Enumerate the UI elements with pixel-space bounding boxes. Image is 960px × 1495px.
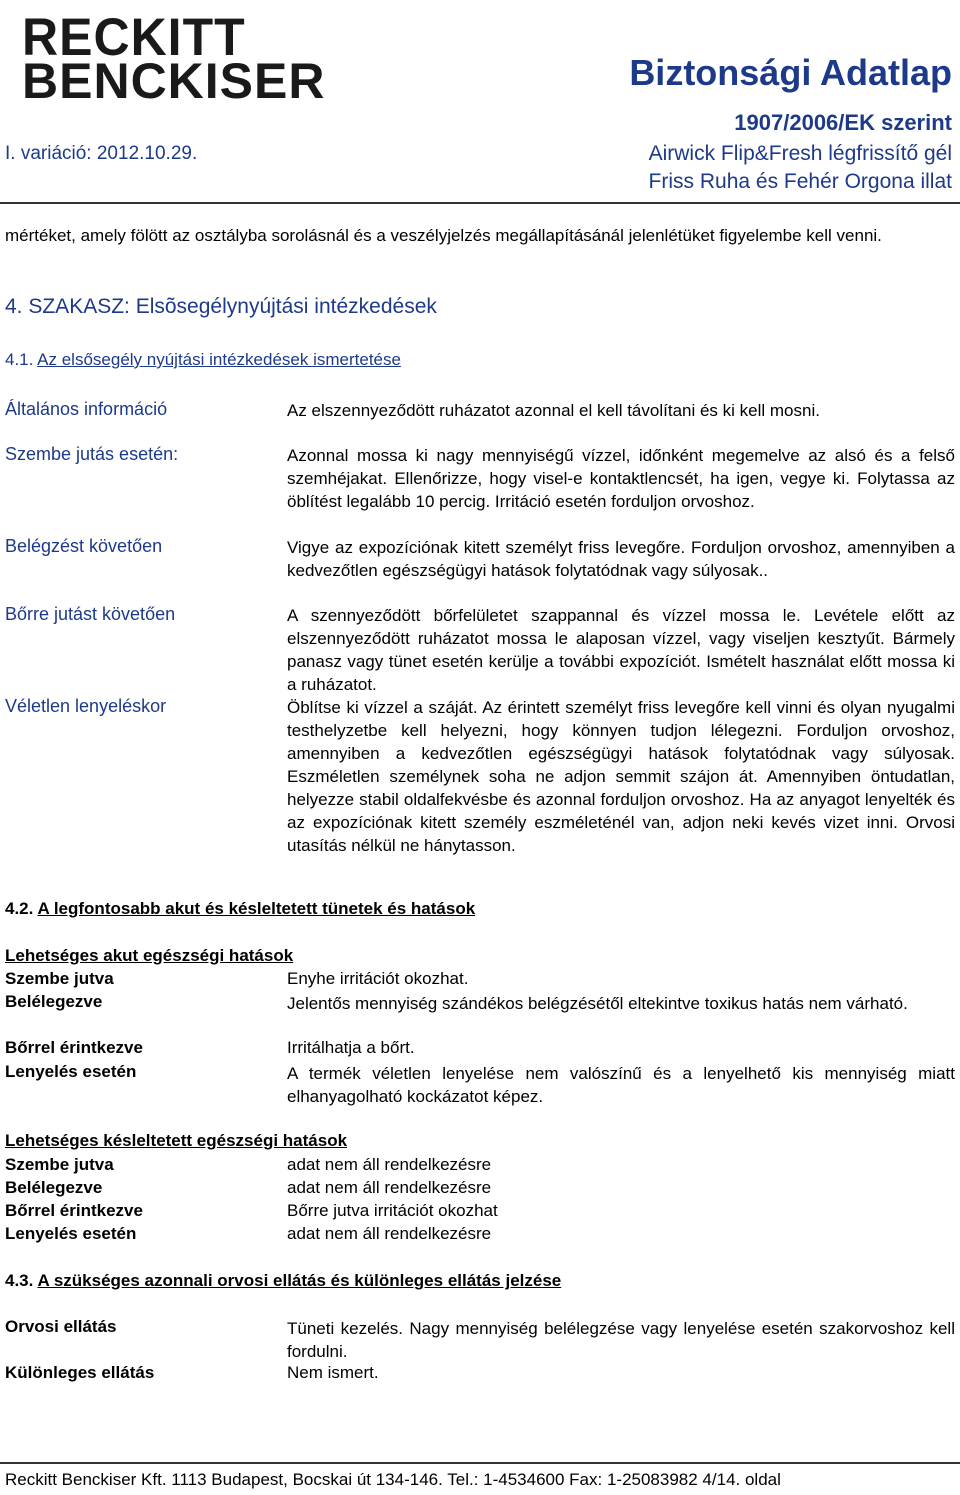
subsection-number: 4.3. — [5, 1271, 34, 1290]
version-date: I. variáció: 2012.10.29. — [5, 143, 198, 164]
subsection-title: A szükséges azonnali orvosi ellátás és különleges ellátás jelzése — [37, 1271, 562, 1290]
acute-effects-heading: Lehetséges akut egészségi hatások — [5, 946, 294, 965]
subsection-number: 4.1. — [5, 350, 34, 369]
delayed-effects-heading: Lehetséges késleltetett egészségi hatások — [5, 1131, 348, 1150]
text-general-info: Az elszennyeződött ruházatot azonnal el kell távolítani és ki kell mosni. — [287, 401, 820, 420]
header-divider — [0, 202, 960, 204]
page-footer: Reckitt Benckiser Kft. 1113 Budapest, Bocskai út 134-146. Tel.: 1-4534600 Fax: 1-25083982 4/14. oldal — [5, 1470, 781, 1489]
subsection-4-2-heading — [5, 899, 475, 919]
text-inhalation: Vigye az expozíciónak kitett személyt friss levegőre. Forduljon orvoshoz, amennyiben a kedvezőtlen egészségügyi hatások folytatódnak vagy súlyosak.. — [287, 538, 955, 580]
delayed-label-ingestion: Lenyelés esetén — [5, 1224, 137, 1243]
acute-label-inhalation: Belélegezve — [5, 992, 103, 1011]
intro-paragraph: mértéket, amely fölött az osztályba sorolásnál és a veszélyjelzés megállapításánál jelenlétüket figyelembe kell venni. — [5, 226, 882, 245]
section-heading: 4. SZAKASZ: Elsõsegélynyújtási intézkedések — [5, 295, 437, 318]
acute-label-eye: Szembe jutva — [5, 969, 114, 988]
acute-label-ingestion: Lenyelés esetén — [5, 1062, 137, 1081]
text-eye-contact: Azonnal mossa ki nagy mennyiségű vízzel, időnként megemelve az alsó és a felső szemhéjakat. Ellenőrizze, hogy visel-e kontaktlencsét, ha igen, vegye ki. Folytassa az öblítést legalább 10 percig. Irritáció esetén forduljon orvoshoz. — [287, 446, 955, 511]
delayed-text-eye: adat nem áll rendelkezésre — [287, 1155, 492, 1174]
footer-divider — [0, 1462, 960, 1464]
label-general-info: Általános információ — [5, 399, 168, 419]
text-special-care: Nem ismert. — [287, 1363, 379, 1382]
text-medical-care: Tüneti kezelés. Nagy mennyiség belélegzése vagy lenyelése esetén szakorvoshoz kell fordulni. — [287, 1319, 955, 1361]
text-ingestion: Öblítse ki vízzel a száját. Az érintett személyt friss levegőre kell vinni és olyan nyugalmi testhelyzetbe kell helyezni, hogy könnyen tudjon lélegezni. Forduljon orvoshoz, amennyiben a kedvezőtlen egészségügyi hatások folytatódnak vagy súlyosak. Eszméletlen személynek soha ne adjon semmit szájon át. Amennyiben öntudatlan, helyezze stabil oldalfekvésbe és azonnal forduljon orvoshoz. Ha az anyagot lenyelték és az expozíciónak kitett személy eszméleténél van, adjon neki kevés vizet inni. Orvosi utasítás nélkül ne hánytasson. — [287, 698, 955, 855]
label-medical-care: Orvosi ellátás — [5, 1317, 117, 1336]
acute-text-inhalation: Jelentős mennyiség szándékos belégzésétől eltekintve toxikus hatás nem várható. — [287, 994, 908, 1013]
delayed-text-skin: Bőrre jutva irritációt okozhat — [287, 1201, 498, 1220]
acute-text-skin: Irritálhatja a bőrt. — [287, 1038, 415, 1057]
logo-text-line1: RECKITT — [22, 7, 246, 67]
label-inhalation: Belégzést követően — [5, 536, 163, 556]
subsection-number: 4.2. — [5, 899, 34, 918]
label-special-care: Különleges ellátás — [5, 1363, 155, 1382]
subsection-title: Az elsősegély nyújtási intézkedések ismertetése — [37, 350, 401, 369]
product-name-line2: Friss Ruha és Fehér Orgona illat — [648, 170, 952, 193]
label-ingestion: Véletlen lenyeléskor — [5, 696, 167, 716]
delayed-label-eye: Szembe jutva — [5, 1155, 114, 1174]
document-title: Biztonsági Adatlap — [629, 52, 952, 93]
subsection-4-1-heading — [5, 350, 401, 370]
text-skin-contact: A szennyeződött bőrfelületet szappannal és vízzel mossa le. Levétele előtt az elszennyeződött ruházatot mossa le alaposan vízzel, vagy viseljen kesztyűt. Bármely panasz vagy tünet esetén kerülje a további expozíciót. Ismételt használat előtt mossa ki a ruházatot. — [287, 606, 955, 694]
label-skin-contact: Bőrre jutást követően — [5, 604, 176, 624]
subsection-4-3-heading — [5, 1271, 561, 1291]
subsection-title: A legfontosabb akut és késleltetett tünetek és hatások — [37, 899, 476, 918]
company-logo — [22, 7, 326, 109]
delayed-text-ingestion: adat nem áll rendelkezésre — [287, 1224, 492, 1243]
regulation-reference: 1907/2006/EK szerint — [734, 110, 952, 135]
label-eye-contact: Szembe jutás esetén: — [5, 444, 179, 464]
acute-text-ingestion: A termék véletlen lenyelése nem valószínű és a lenyelhető kis mennyiség miatt elhanyagolható kockázatot képez. — [287, 1064, 955, 1106]
acute-label-skin: Bőrrel érintkezve — [5, 1038, 143, 1057]
delayed-label-inhalation: Belélegezve — [5, 1178, 103, 1197]
logo-text-line2: BENCKISER — [22, 53, 326, 109]
product-name-line1: Airwick Flip&Fresh légfrissítő gél — [648, 142, 952, 165]
delayed-label-skin: Bőrrel érintkezve — [5, 1201, 143, 1220]
acute-text-eye: Enyhe irritációt okozhat. — [287, 969, 469, 988]
delayed-text-inhalation: adat nem áll rendelkezésre — [287, 1178, 492, 1197]
